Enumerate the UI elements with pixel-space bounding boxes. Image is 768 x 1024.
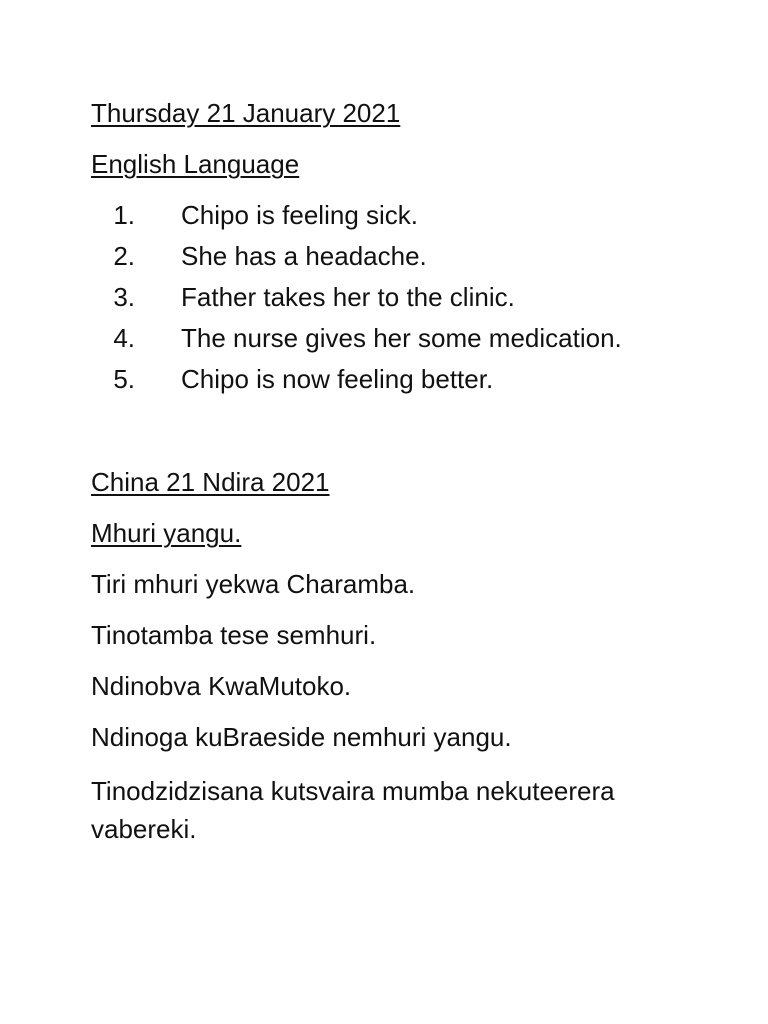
list-text: The nurse gives her some medication. (181, 323, 622, 353)
date-heading-shona: China 21 Ndira 2021 (91, 467, 330, 497)
sentence: Tinotamba tese semhuri. (91, 620, 377, 650)
sentence: Tiri mhuri yekwa Charamba. (91, 569, 416, 599)
date-heading-english: Thursday 21 January 2021 (91, 98, 401, 128)
list-number: 5. (113, 364, 135, 394)
list-number: 2. (113, 241, 135, 271)
list-text: Chipo is feeling sick. (181, 200, 418, 230)
list-number: 4. (113, 323, 135, 353)
list-text: She has a headache. (181, 241, 427, 271)
list-number: 3. (113, 282, 135, 312)
numbered-list (91, 198, 622, 403)
list-item (91, 198, 622, 239)
list-item (91, 239, 622, 280)
composition-title: Mhuri yangu. (91, 518, 242, 548)
subject-heading: English Language (91, 149, 300, 179)
list-item (91, 280, 622, 321)
list-item (91, 362, 622, 403)
sentence: Ndinoga kuBraeside nemhuri yangu. (91, 722, 512, 752)
list-text: Chipo is now feeling better. (181, 364, 494, 394)
list-text: Father takes her to the clinic. (181, 282, 515, 312)
sentence: Ndinobva KwaMutoko. (91, 671, 352, 701)
list-item (91, 321, 622, 362)
list-number: 1. (113, 200, 135, 230)
sentence: Tinodzidzisana kutsvaira mumba nekuteerera vabereki. (91, 776, 615, 844)
